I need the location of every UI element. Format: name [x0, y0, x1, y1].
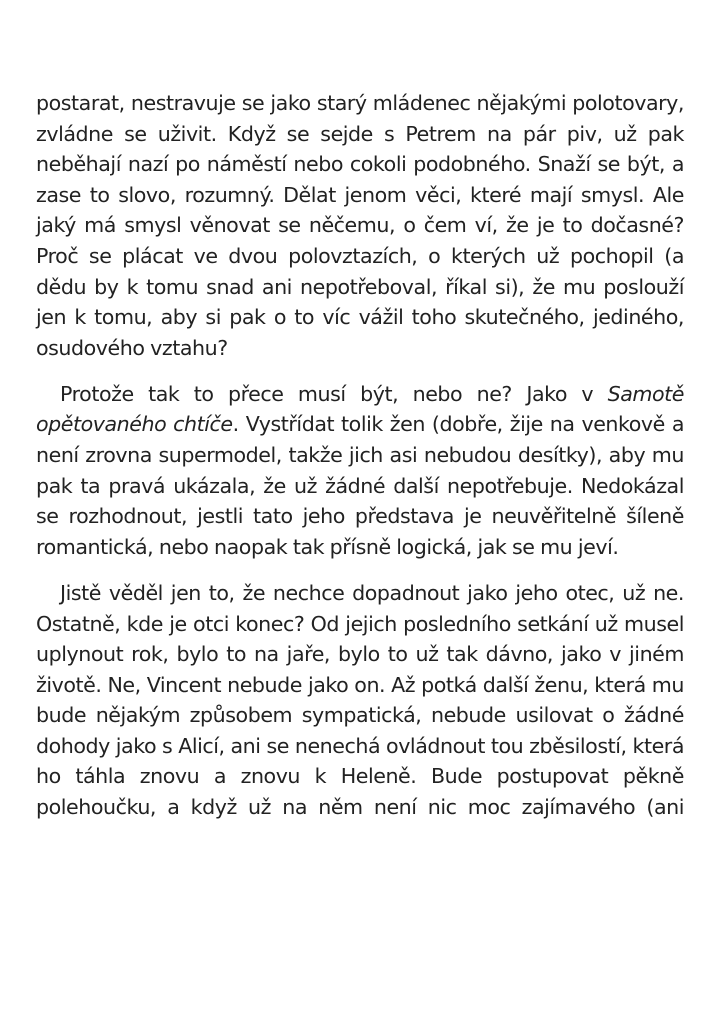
paragraph-2 [36, 379, 684, 563]
book-page [36, 88, 684, 823]
paragraph-2-text-before: Protože tak to přece musí být, nebo ne? Jako v [60, 381, 608, 406]
paragraph-2-text-after: . Vystřídat tolik žen (dobře, žije na venkově a není zrovna supermodel, takže jich asi nebudou desítky), aby mu pak ta pravá ukázala, že už žádné další nepotřebuje. Nedokázal se rozhodnout, jestli tato jeho představa je neuvěřitelně šíleně romantická, nebo naopak tak přísně logická, jak se mu jeví. [36, 412, 684, 559]
paragraph-3: Jistě věděl jen to, že nechce dopadnout jako jeho otec, už ne. Ostatně, kde je otci konec? Od jejich posledního setkání už musel uplynout rok, bylo to na jaře, bylo to už tak dávno, jako v jiném životě. Ne, Vincent nebude jako on. Až potká další ženu, která mu bude nějakým způsobem sympatická, nebude usilovat o žádné dohody jako s Alicí, ani se nenechá ovládnout tou zběsilostí, která ho táhla znovu a znovu k Heleně. Bude postupovat pěkně polehoučku, a když už na něm není nic moc zajímavého (ani [36, 580, 684, 820]
book-title-italic: Samotě opětovaného chtíče [36, 381, 684, 437]
paragraph-1: postarat, nestravuje se jako starý mládenec nějakými polotovary, zvládne se uživit. Když se sejde s Petrem na pár piv, už pak neběhají nazí po náměstí nebo cokoli podobného. Snaží se být, a zase to slovo, rozumný. Dělat jenom věci, které mají smysl. Ale jaký má smysl věnovat se něčemu, o čem ví, že je to dočasné? Proč se plácat ve dvou polovztazích, o kterých už pochopil (a dědu by k tomu snad ani nepotřeboval, říkal si), že mu poslouží jen k tomu, aby si pak o to víc vážil toho skutečného, jediného, osudového vztahu? [36, 91, 684, 360]
